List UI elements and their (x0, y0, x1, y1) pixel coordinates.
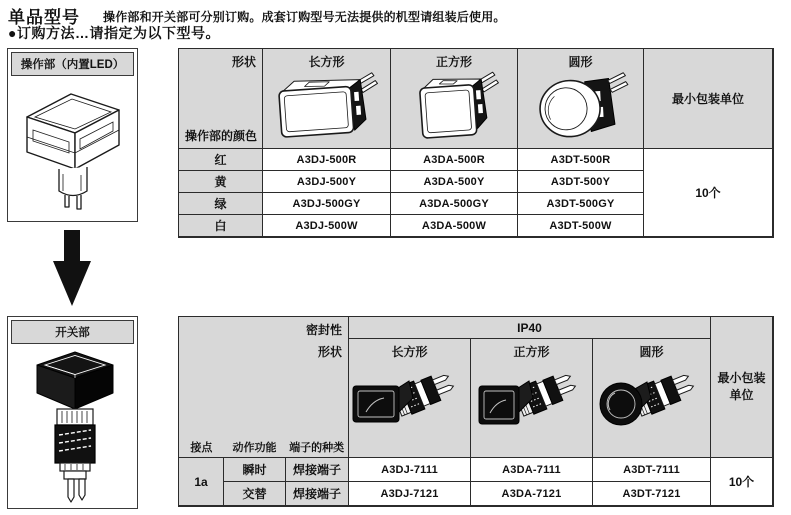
sw-table-label-area (179, 317, 349, 458)
switch-unit-panel (7, 316, 138, 509)
round-label: 圆形 (568, 54, 593, 69)
square-label: 正方形 (513, 344, 550, 359)
op-shape-header-square (391, 49, 518, 149)
model-cell: A3DJ-7121 (349, 482, 471, 506)
op-shape-header-rectangular (263, 49, 391, 149)
color-cell-red: 红 (179, 149, 263, 171)
shape-header-label: 形状 (231, 55, 256, 69)
rect-led-pushbutton-icon (15, 79, 131, 217)
model-cell: A3DA-500Y (391, 171, 518, 193)
switch-unit-panel-label: 开关部 (11, 320, 134, 344)
ordering-method-line: ●订购方法…请指定为以下型号。 (8, 25, 220, 41)
model-cell: A3DT-500R (518, 149, 644, 171)
model-cell: A3DJ-7111 (349, 458, 471, 482)
op-pack-qty-cell: 10个 (644, 149, 773, 237)
color-header-label: 操作部的颜色 (185, 129, 258, 143)
sealing-label: 密封性 (305, 323, 342, 337)
model-cell: A3DT-500Y (518, 171, 644, 193)
terminal-cell: 焊接端子 (286, 482, 349, 506)
model-cell: A3DA-7121 (471, 482, 593, 506)
rectangular-label: 长方形 (308, 54, 345, 69)
down-arrow-icon (48, 230, 96, 308)
terminal-cell: 焊接端子 (286, 458, 349, 482)
sw-shape-header-rectangular (349, 339, 471, 458)
switch-unit-table (178, 316, 774, 507)
rectangular-label: 长方形 (391, 344, 428, 359)
sw-shape-header-square (471, 339, 593, 458)
shape-header-label: 形状 (317, 345, 342, 359)
operation-unit-illustration (8, 79, 137, 217)
action-header: 动作功能 (232, 442, 277, 454)
model-cell: A3DJ-500W (263, 215, 391, 237)
color-cell-yellow: 黄 (179, 171, 263, 193)
sw-subcolumn-headers (179, 439, 348, 455)
model-cell: A3DJ-500R (263, 149, 391, 171)
model-cell: A3DT-7121 (593, 482, 711, 506)
model-cell: A3DT-500GY (518, 193, 644, 215)
round-button-icon (522, 70, 640, 144)
rectangular-button-icon (268, 70, 386, 144)
model-cell: A3DJ-500Y (263, 171, 391, 193)
terminal-header: 端子的种类 (289, 442, 345, 454)
sealing-value-cell: IP40 (349, 317, 711, 339)
square-switch-icon (473, 360, 591, 438)
min-pack-label: 最小包装单位 (671, 92, 744, 106)
op-shape-header-round (518, 49, 644, 149)
switch-body-icon (15, 347, 131, 505)
sw-min-pack-header (711, 317, 773, 458)
op-min-pack-header (644, 49, 773, 149)
action-cell: 交替 (224, 482, 286, 506)
min-pack-label: 最小包装单位 (717, 370, 766, 402)
color-cell-white: 白 (179, 215, 263, 237)
model-cell: A3DA-500W (391, 215, 518, 237)
sw-pack-qty-cell: 10个 (711, 458, 773, 506)
model-cell: A3DA-7111 (471, 458, 593, 482)
contact-value-cell: 1a (179, 458, 224, 506)
operation-unit-panel-label: 操作部（内置LED） (11, 52, 134, 76)
model-cell: A3DT-7111 (593, 458, 711, 482)
model-cell: A3DT-500W (518, 215, 644, 237)
model-cell: A3DA-500GY (391, 193, 518, 215)
model-cell: A3DA-500R (391, 149, 518, 171)
square-label: 正方形 (435, 54, 472, 69)
round-switch-icon (595, 360, 709, 438)
rectangular-switch-icon (351, 360, 469, 438)
operation-unit-table (178, 48, 774, 238)
op-table-corner-cell (179, 49, 263, 149)
round-label: 圆形 (639, 344, 664, 359)
page-title: 单品型号 (8, 8, 80, 27)
model-cell: A3DJ-500GY (263, 193, 391, 215)
operation-unit-panel (7, 48, 138, 222)
contact-header: 接点 (190, 442, 213, 454)
sw-shape-header-round (593, 339, 711, 458)
color-cell-green: 绿 (179, 193, 263, 215)
switch-unit-illustration (8, 347, 137, 505)
page-title-note: 操作部和开关部可分别订购。成套订购型号无法提供的机型请组装后使用。 (103, 10, 506, 24)
action-cell: 瞬时 (224, 458, 286, 482)
square-button-icon (395, 70, 513, 144)
